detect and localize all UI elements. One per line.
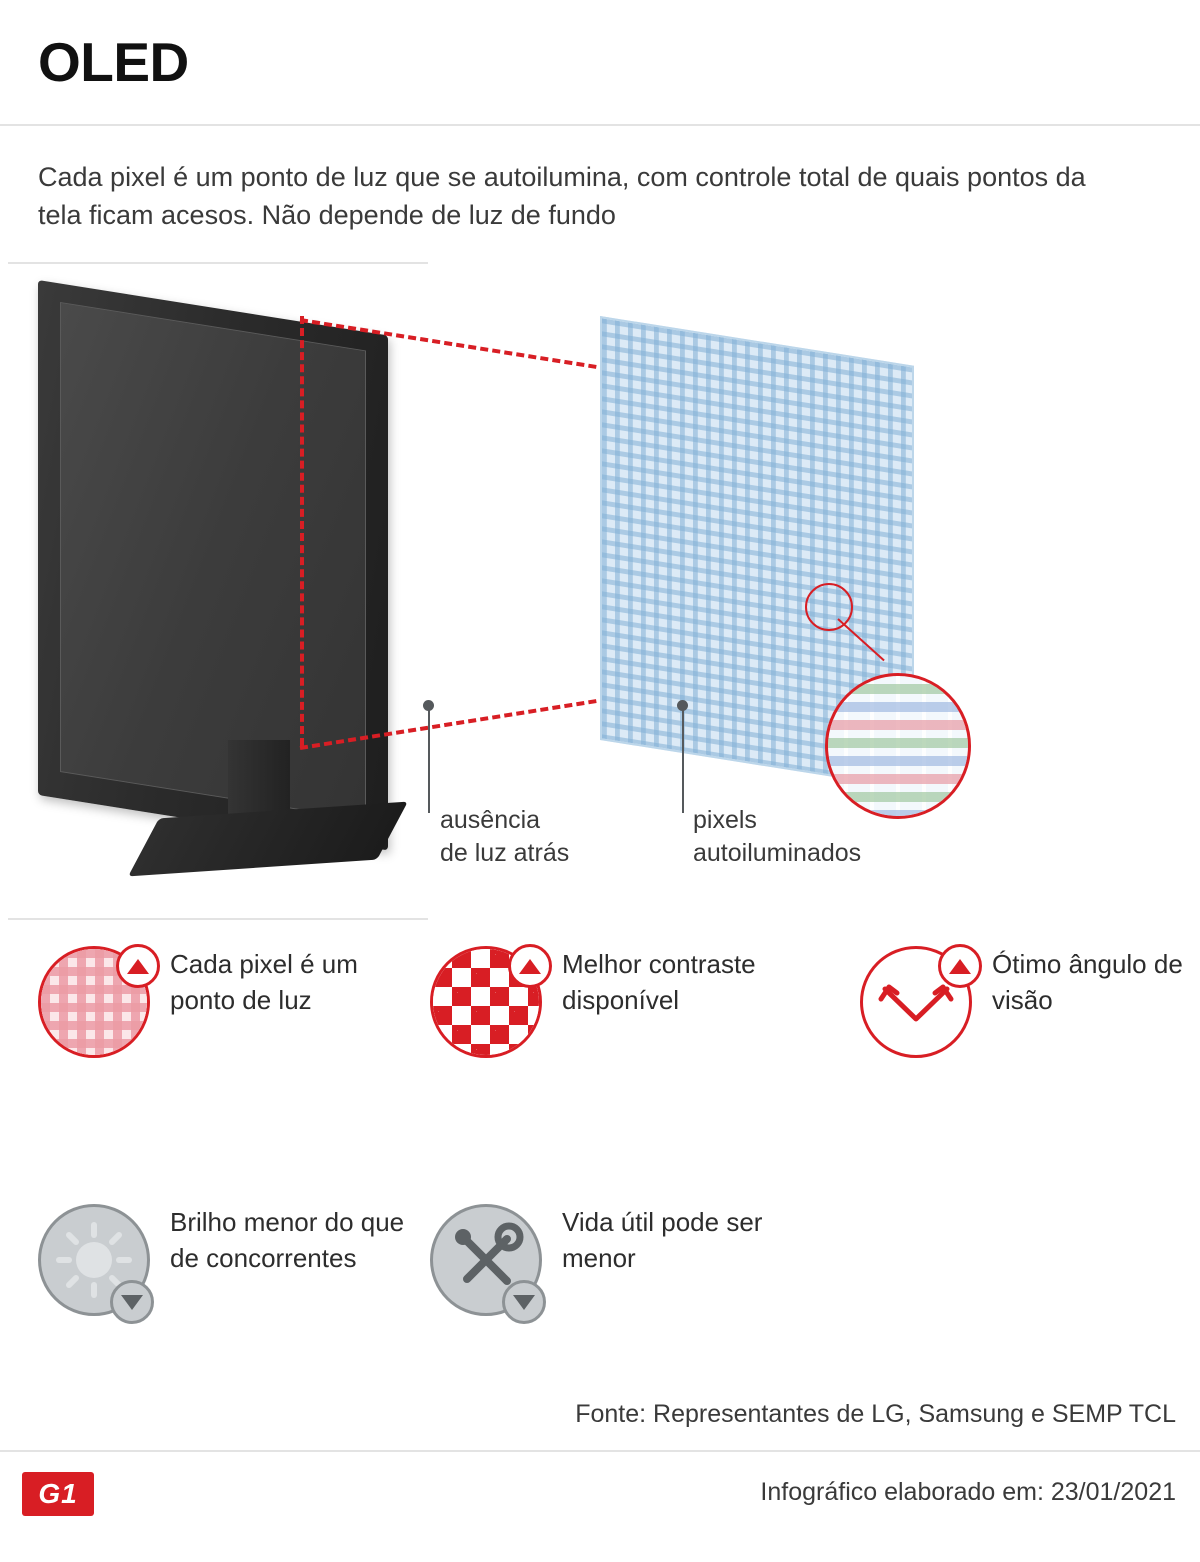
badge-tools (430, 1204, 548, 1322)
callout-self-lit-pixels (693, 804, 861, 870)
feature-label: Vida útil pode ser menor (562, 1207, 763, 1273)
trend-up-chip (508, 944, 552, 988)
divider-mid (8, 918, 428, 920)
callout-no-backlight (440, 804, 569, 870)
pros-row (0, 936, 1200, 1186)
intro-paragraph: Cada pixel é um ponto de luz que se autoilumina, com controle total de quais pontos da tela ficam acesos. Não depende de luz de fundo (38, 162, 1086, 230)
feature-label: Melhor contraste disponível (562, 949, 756, 1015)
callout-no-backlight-line2: de luz atrás (440, 839, 570, 867)
feature-label: Cada pixel é um ponto de luz (170, 949, 358, 1015)
feature-viewing-angle (860, 946, 1200, 1064)
diagram-illustration (0, 268, 1200, 908)
feature-lower-brightness (38, 1204, 420, 1322)
triangle-up-icon (519, 959, 541, 974)
divider-top (8, 262, 428, 264)
triangle-up-icon (949, 959, 971, 974)
magnified-subpixels (825, 673, 971, 819)
callout-self-lit-line2: autoiluminados (693, 839, 862, 867)
badge-checkerboard (430, 946, 548, 1064)
callout-self-lit-line1: pixels (693, 806, 757, 834)
header (0, 0, 1200, 126)
callout-leader-no-backlight (428, 708, 430, 813)
trend-down-chip (502, 1280, 546, 1324)
g1-logo: G1 (22, 1472, 94, 1516)
badge-brightness (38, 1204, 156, 1322)
callout-no-backlight-line1: ausência (440, 806, 541, 834)
triangle-down-icon (513, 1295, 535, 1310)
source-text: Fonte: Representantes de LG, Samsung e SEMP TCL (575, 1400, 1176, 1428)
triangle-down-icon (121, 1295, 143, 1310)
feature-label: Ótimo ângulo de visão (992, 949, 1183, 1015)
cons-row (0, 1186, 1200, 1436)
feature-shorter-lifespan (430, 1204, 812, 1322)
trend-down-chip (110, 1280, 154, 1324)
trend-up-chip (938, 944, 982, 988)
badge-viewing-angle (860, 946, 978, 1064)
trend-up-chip (116, 944, 160, 988)
monitor-illustration (38, 280, 390, 800)
divider-footer (0, 1450, 1200, 1452)
features-section (0, 936, 1200, 1436)
triangle-up-icon (127, 959, 149, 974)
callout-leader-self-lit (682, 708, 684, 813)
credit-text: Infográfico elaborado em: 23/01/2021 (760, 1478, 1176, 1506)
dashed-vertical-guide (300, 316, 304, 746)
badge-pixel-grid (38, 946, 156, 1064)
feature-label: Brilho menor do que de concorrentes (170, 1207, 405, 1273)
feature-pixel-point-of-light (38, 946, 420, 1064)
page-title: OLED (38, 31, 189, 93)
feature-best-contrast (430, 946, 812, 1064)
pixel-zoom-magnifier (825, 673, 971, 819)
